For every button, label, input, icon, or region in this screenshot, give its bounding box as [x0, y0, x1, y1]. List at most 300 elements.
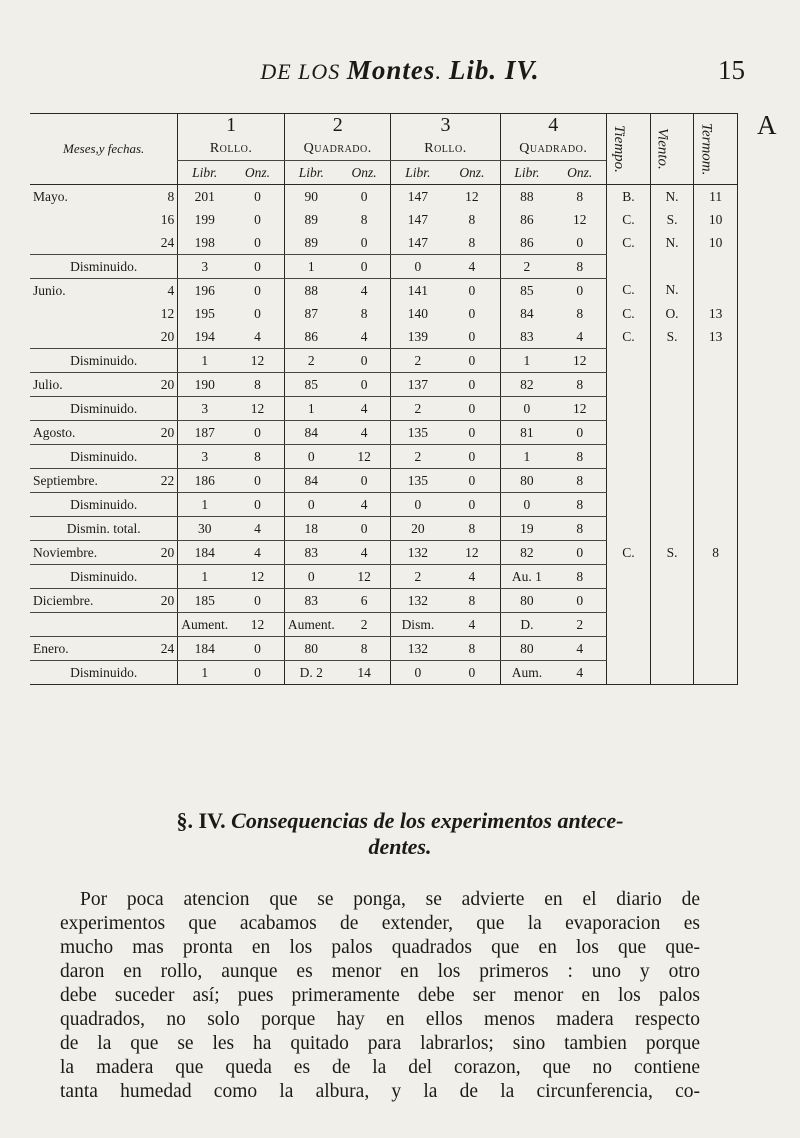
cell-viento: N.	[650, 185, 694, 209]
cell-onz: 4	[231, 325, 284, 349]
row-label	[30, 208, 141, 231]
cell-libr: 0	[500, 493, 553, 517]
cell-libr: Dism.	[391, 613, 444, 637]
cell-viento	[650, 469, 694, 493]
termom-header: Termom.	[694, 114, 738, 185]
table-row	[30, 185, 738, 209]
cell-tiempo	[607, 373, 651, 397]
unit-onz: Onz.	[553, 161, 606, 185]
cell-termom	[694, 445, 738, 469]
body-line: tanta humedad como la albura, y la de la circunferencia, co-	[60, 1081, 700, 1102]
cell-onz: 8	[444, 517, 500, 541]
cell-libr: 0	[391, 661, 444, 685]
row-day: 20	[141, 325, 177, 349]
cell-onz: 12	[338, 445, 391, 469]
cell-libr: 135	[391, 421, 444, 445]
cell-onz: 0	[553, 421, 606, 445]
cell-onz: 0	[338, 231, 391, 255]
cell-onz: 12	[465, 188, 479, 204]
cell-libr: 1	[178, 349, 231, 373]
cell-tiempo	[607, 565, 651, 589]
row-label: Disminuido.	[30, 661, 178, 685]
cell-libr: 80	[500, 469, 553, 493]
cell-tiempo	[607, 517, 651, 541]
cell-libr: 85	[500, 279, 553, 303]
cell-onz: 4	[444, 255, 500, 279]
cell-libr: 2	[391, 565, 444, 589]
row-label: Noviembre.	[30, 541, 141, 565]
cell-libr: 198	[178, 231, 231, 255]
cell-viento: N.	[650, 279, 694, 303]
cell-viento	[650, 637, 694, 661]
cell-libr: Aument.	[178, 613, 231, 637]
cell-onz: 8	[553, 445, 606, 469]
cell-onz: 8	[576, 305, 584, 321]
cell-onz: 12	[231, 349, 284, 373]
cell-onz: 0	[231, 421, 284, 445]
cell-onz: 0	[468, 305, 476, 321]
cell-onz: 8	[553, 517, 606, 541]
cell-libr: 83	[284, 589, 337, 613]
cell-onz: 8	[553, 493, 606, 517]
cell-termom	[694, 661, 738, 685]
cell-onz: 12	[231, 397, 284, 421]
body-line: la madera que queda es de la del corazon, que no contiene	[60, 1057, 700, 1078]
cell-onz: 8	[553, 255, 606, 279]
cell-onz: 8	[231, 373, 284, 397]
cell-libr: 80	[500, 637, 553, 661]
section-title-line2: dentes.	[368, 834, 432, 859]
cell-tiempo	[607, 421, 651, 445]
cell-libr: 0	[391, 255, 444, 279]
cell-onz: 12	[553, 397, 606, 421]
row-day: 20	[141, 589, 177, 613]
cell-onz: 8	[360, 211, 368, 227]
cell-libr: 0	[284, 445, 337, 469]
cell-tiempo: C.	[607, 231, 651, 255]
cell-onz: 0	[231, 231, 284, 255]
body-text	[60, 888, 700, 1104]
unit-libr: Libr.	[178, 161, 231, 185]
cell-libr: Aument.	[284, 613, 337, 637]
cell-viento	[650, 661, 694, 685]
table-row	[30, 661, 738, 685]
cell-libr: 87	[284, 302, 337, 325]
cell-onz: 0	[553, 541, 606, 565]
cell-libr: Au. 1	[500, 565, 553, 589]
cell-libr: 0	[284, 565, 337, 589]
cell-libr: 18	[284, 517, 337, 541]
cell-tiempo	[607, 255, 651, 279]
cell-onz: 0	[444, 349, 500, 373]
cell-onz: 0	[231, 493, 284, 517]
running-title	[0, 55, 800, 86]
row-label: Diciembre.	[30, 589, 141, 613]
table-row	[30, 325, 738, 349]
cell-termom	[694, 565, 738, 589]
row-label	[30, 302, 141, 325]
col-number-4: 4	[500, 114, 607, 138]
body-line: debe suceder así; pues primeramente debe ser menor en los palos	[60, 985, 700, 1006]
cell-onz: 0	[338, 517, 391, 541]
row-label: Dismin. total.	[30, 517, 178, 541]
row-day	[141, 613, 177, 637]
cell-termom	[694, 397, 738, 421]
title-main: Montes	[346, 55, 436, 85]
cell-onz: 12	[231, 565, 284, 589]
cell-libr: 0	[284, 493, 337, 517]
table-row	[30, 302, 738, 325]
cell-viento: S.	[650, 541, 694, 565]
cell-viento	[650, 421, 694, 445]
cell-libr: 1	[178, 493, 231, 517]
body-line: de la que se les ha quitado para labrarlos; sino tambien porque	[60, 1033, 700, 1054]
cell-libr: 86	[284, 325, 337, 349]
table-row	[30, 255, 738, 279]
group-rollo-3: Rollo.	[391, 137, 500, 161]
cell-viento	[650, 397, 694, 421]
table-row	[30, 589, 738, 613]
cell-onz: 0	[553, 589, 606, 613]
col-number-2: 2	[284, 114, 391, 138]
cell-termom	[694, 469, 738, 493]
row-label: Disminuido.	[30, 397, 178, 421]
cell-libr: 3	[178, 397, 231, 421]
cell-libr: 132	[391, 637, 444, 661]
table-row	[30, 541, 738, 565]
table-row	[30, 445, 738, 469]
cell-onz: 8	[576, 188, 584, 204]
cell-libr: 1	[500, 445, 553, 469]
cell-tiempo: C.	[607, 302, 651, 325]
cell-onz: 8	[444, 637, 500, 661]
cell-onz: 8	[338, 637, 391, 661]
cell-onz: 4	[444, 613, 500, 637]
cell-libr: 185	[178, 589, 231, 613]
cell-tiempo	[607, 589, 651, 613]
cell-onz: 4	[553, 637, 606, 661]
cell-viento	[650, 349, 694, 373]
row-day: 24	[141, 231, 177, 255]
cell-libr: D. 2	[284, 661, 337, 685]
row-label: Agosto.	[30, 421, 141, 445]
cell-onz: 4	[338, 541, 391, 565]
cell-libr: 82	[500, 541, 553, 565]
cell-termom	[694, 517, 738, 541]
cell-onz: 4	[360, 282, 368, 298]
table-row	[30, 469, 738, 493]
row-label: Julio.	[30, 373, 141, 397]
cell-termom	[694, 493, 738, 517]
section-title-line1: Consequencias de los experimentos antece-	[225, 808, 624, 833]
cell-libr: 85	[284, 373, 337, 397]
cell-libr: 86	[500, 208, 553, 231]
cell-libr: 83	[284, 541, 337, 565]
cell-onz: 14	[338, 661, 391, 685]
cell-libr: 132	[391, 589, 444, 613]
cell-libr: 30	[178, 517, 231, 541]
cell-onz: 0	[338, 469, 391, 493]
cell-onz: 0	[444, 397, 500, 421]
row-label	[30, 613, 141, 637]
months-header: Meses,y fechas.	[30, 114, 178, 185]
cell-libr: 1	[284, 397, 337, 421]
cell-onz: 0	[444, 493, 500, 517]
table-row	[30, 493, 738, 517]
cell-libr: 1	[178, 661, 231, 685]
cell-onz: 0	[444, 325, 500, 349]
cell-termom	[694, 613, 738, 637]
cell-libr: 86	[500, 231, 553, 255]
cell-viento: N.	[650, 231, 694, 255]
cell-onz: 0	[338, 255, 391, 279]
cell-tiempo	[607, 397, 651, 421]
cell-libr: 90	[284, 185, 337, 209]
group-rollo-1: Rollo.	[178, 137, 285, 161]
cell-viento	[650, 613, 694, 637]
row-label: Disminuido.	[30, 349, 178, 373]
section-heading	[0, 808, 800, 860]
cell-libr: 194	[178, 325, 231, 349]
cell-onz: 2	[553, 613, 606, 637]
cell-libr: 184	[178, 541, 231, 565]
cell-termom: 13	[694, 325, 738, 349]
cell-tiempo: C.	[607, 208, 651, 231]
cell-libr: 84	[500, 302, 553, 325]
cell-viento: O.	[650, 302, 694, 325]
cell-onz: 8	[360, 305, 368, 321]
cell-onz: 0	[231, 255, 284, 279]
cell-onz: 8	[553, 373, 606, 397]
cell-onz: 8	[553, 565, 606, 589]
cell-onz: 0	[444, 661, 500, 685]
cell-libr: 20	[391, 517, 444, 541]
cell-libr: 147	[391, 185, 444, 209]
cell-libr: Aum.	[500, 661, 553, 685]
unit-onz: Onz.	[444, 161, 500, 185]
cell-onz: 12	[572, 211, 587, 227]
cell-onz: 4	[231, 541, 284, 565]
cell-onz: 4	[338, 397, 391, 421]
cell-tiempo	[607, 661, 651, 685]
cell-tiempo	[607, 349, 651, 373]
cell-onz: 0	[468, 282, 476, 298]
row-day: 4	[167, 282, 175, 298]
cell-onz: 4	[444, 565, 500, 589]
cell-onz: 0	[338, 349, 391, 373]
cell-termom	[694, 637, 738, 661]
cell-libr: 196	[178, 279, 231, 303]
row-day: 8	[167, 188, 175, 204]
cell-onz: 4	[338, 421, 391, 445]
cell-libr: 140	[391, 302, 444, 325]
table-row	[30, 565, 738, 589]
cell-libr: 3	[178, 445, 231, 469]
cell-viento	[650, 255, 694, 279]
cell-termom	[694, 255, 738, 279]
cell-tiempo	[607, 613, 651, 637]
cell-onz: 8	[553, 469, 606, 493]
cell-onz: 0	[444, 421, 500, 445]
cell-viento: S.	[650, 208, 694, 231]
cell-viento	[650, 589, 694, 613]
cell-onz: 0	[444, 373, 500, 397]
cell-onz: 8	[444, 589, 500, 613]
column-number-row	[30, 114, 738, 138]
tiempo-header: Tiempo.	[607, 114, 651, 185]
cell-tiempo	[607, 493, 651, 517]
row-label	[30, 231, 141, 255]
cell-tiempo	[607, 445, 651, 469]
cell-libr: 80	[284, 637, 337, 661]
cell-tiempo	[607, 637, 651, 661]
unit-libr: Libr.	[500, 161, 553, 185]
unit-libr: Libr.	[391, 161, 444, 185]
row-label: Disminuido.	[30, 493, 178, 517]
row-label	[30, 325, 141, 349]
cell-libr: 187	[178, 421, 231, 445]
table-row	[30, 613, 738, 637]
cell-termom	[694, 421, 738, 445]
cell-onz: 12	[338, 565, 391, 589]
cell-libr: 195	[178, 302, 231, 325]
body-line: quadrados, no solo porque hay en ellos menos madera respecto	[60, 1009, 700, 1030]
cell-viento	[650, 565, 694, 589]
cell-libr: 88	[500, 185, 553, 209]
cell-libr: 2	[391, 445, 444, 469]
cell-libr: 2	[284, 349, 337, 373]
cell-libr: 83	[500, 325, 553, 349]
cell-onz: 0	[360, 188, 368, 204]
cell-libr: 80	[500, 589, 553, 613]
row-label: Mayo.	[33, 188, 68, 204]
cell-libr: D.	[500, 613, 553, 637]
cell-tiempo	[607, 469, 651, 493]
table-row	[30, 421, 738, 445]
cell-termom: 8	[694, 541, 738, 565]
cell-onz: 4	[338, 493, 391, 517]
cell-libr: 81	[500, 421, 553, 445]
table-row	[30, 637, 738, 661]
cell-libr: 84	[284, 421, 337, 445]
cell-libr: 2	[391, 397, 444, 421]
cell-libr: 82	[500, 373, 553, 397]
cell-onz: 4	[553, 661, 606, 685]
cell-onz: 0	[231, 637, 284, 661]
cell-termom	[694, 373, 738, 397]
cell-viento	[650, 517, 694, 541]
title-book: Lib. IV.	[448, 55, 540, 85]
cell-libr: 0	[391, 493, 444, 517]
row-label: Disminuido.	[30, 445, 178, 469]
body-line: mucho mas pronta en los palos quadrados que en los que que-	[60, 937, 700, 958]
cell-libr: 201	[178, 185, 231, 209]
cell-onz: 4	[553, 325, 606, 349]
cell-onz: 0	[254, 282, 261, 298]
cell-libr: 89	[284, 231, 337, 255]
body-line: experimentos que acabamos de extender, que la evaporacion es	[60, 913, 700, 934]
body-line: daron en rollo, aunque es menor en los primeros : uno y otro	[60, 961, 700, 982]
row-label: Disminuido.	[30, 255, 178, 279]
cell-libr: 84	[284, 469, 337, 493]
cell-libr: 190	[178, 373, 231, 397]
cell-onz: 0	[231, 469, 284, 493]
row-day: 20	[141, 421, 177, 445]
table-row	[30, 349, 738, 373]
col-number-3: 3	[391, 114, 500, 138]
cell-onz: 0	[231, 661, 284, 685]
group-quadrado-2: Quadrado.	[284, 137, 391, 161]
table-row	[30, 231, 738, 255]
cell-libr: 147	[391, 231, 444, 255]
cell-onz: 8	[231, 445, 284, 469]
cell-tiempo: B.	[607, 185, 651, 209]
cell-libr: 2	[391, 349, 444, 373]
table-row	[30, 517, 738, 541]
cell-libr: 89	[284, 208, 337, 231]
cell-viento	[650, 445, 694, 469]
cell-onz: 8	[444, 231, 500, 255]
row-label: Disminuido.	[30, 565, 178, 589]
col-number-1: 1	[178, 114, 285, 138]
cell-tiempo: C.	[607, 541, 651, 565]
row-day: 12	[160, 305, 175, 321]
cell-termom	[694, 589, 738, 613]
row-label: Septiembre.	[30, 469, 141, 493]
cell-onz: 0	[444, 469, 500, 493]
cell-viento: S.	[650, 325, 694, 349]
table-row	[30, 397, 738, 421]
cell-onz: 12	[444, 541, 500, 565]
cell-libr: 1	[178, 565, 231, 589]
row-label: Enero.	[30, 637, 141, 661]
cell-onz: 4	[338, 325, 391, 349]
cell-libr: 199	[178, 208, 231, 231]
cell-onz: 0	[576, 282, 584, 298]
cell-libr: 139	[391, 325, 444, 349]
cell-libr: 0	[500, 397, 553, 421]
row-day: 22	[141, 469, 177, 493]
cell-viento	[650, 373, 694, 397]
cell-libr: 135	[391, 469, 444, 493]
table-row	[30, 373, 738, 397]
cell-libr: 132	[391, 541, 444, 565]
cell-termom: 10	[694, 208, 738, 231]
page-number: 15	[718, 55, 745, 85]
cell-onz: 12	[231, 613, 284, 637]
cell-onz: 4	[231, 517, 284, 541]
cell-onz: 8	[468, 211, 476, 227]
cell-onz: 2	[338, 613, 391, 637]
row-day: 24	[141, 637, 177, 661]
experiment-table	[30, 113, 738, 685]
cell-libr: 141	[391, 279, 444, 303]
row-day: 20	[141, 373, 177, 397]
row-label: Junio.	[33, 282, 66, 298]
table-row	[30, 279, 738, 303]
cell-libr: 3	[178, 255, 231, 279]
cell-tiempo: C.	[607, 325, 651, 349]
cell-libr: 2	[500, 255, 553, 279]
cell-libr: 88	[284, 279, 337, 303]
cell-termom	[694, 349, 738, 373]
row-day: 20	[141, 541, 177, 565]
group-quadrado-4: Quadrado.	[500, 137, 607, 161]
unit-onz: Onz.	[338, 161, 391, 185]
running-header	[0, 55, 800, 95]
cell-onz: 0	[338, 373, 391, 397]
cell-onz: 0	[254, 305, 261, 321]
